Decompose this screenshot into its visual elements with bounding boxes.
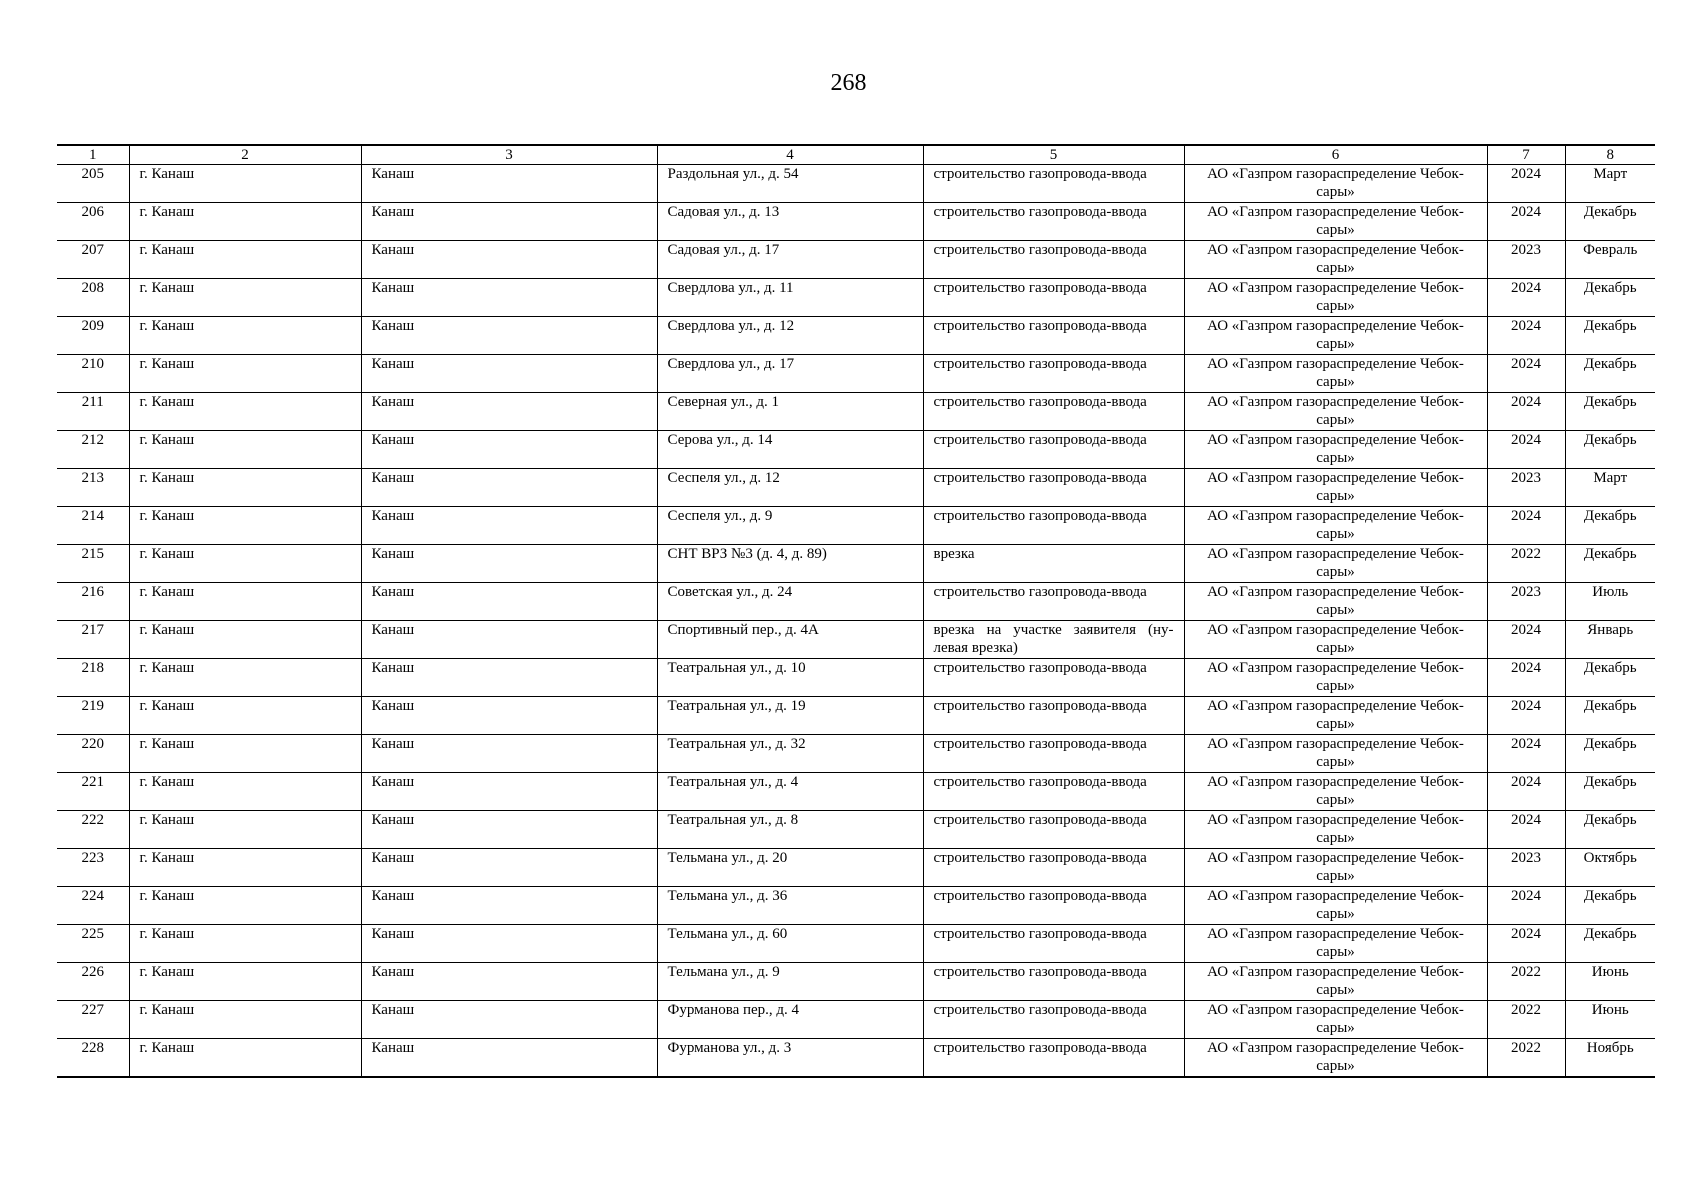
month-cell: Декабрь	[1565, 431, 1655, 469]
work-type-cell: строительство газопровода-ввода	[923, 1001, 1184, 1039]
year-cell: 2022	[1487, 545, 1565, 583]
month-cell: Декабрь	[1565, 773, 1655, 811]
address-cell: СНТ ВРЗ №3 (д. 4, д. 89)	[657, 545, 923, 583]
organization-cell: АО «Газпром газораспределение Чебок-сары»	[1184, 697, 1487, 735]
row-number-cell: 213	[57, 469, 129, 507]
row-number-cell: 220	[57, 735, 129, 773]
settlement-cell: Канаш	[361, 697, 657, 735]
column-header-8: 8	[1565, 145, 1655, 165]
municipality-cell: г. Канаш	[129, 469, 361, 507]
year-cell: 2024	[1487, 165, 1565, 203]
table-row	[57, 507, 1655, 545]
month-cell: Октябрь	[1565, 849, 1655, 887]
column-header-5: 5	[923, 145, 1184, 165]
settlement-cell: Канаш	[361, 165, 657, 203]
organization-cell: АО «Газпром газораспределение Чебок-сары»	[1184, 279, 1487, 317]
settlement-cell: Канаш	[361, 659, 657, 697]
address-cell: Серова ул., д. 14	[657, 431, 923, 469]
work-type-cell: строительство газопровода-ввода	[923, 963, 1184, 1001]
address-cell: Раздольная ул., д. 54	[657, 165, 923, 203]
organization-cell: АО «Газпром газораспределение Чебок-сары»	[1184, 811, 1487, 849]
month-cell: Март	[1565, 165, 1655, 203]
work-type-cell: строительство газопровода-ввода	[923, 165, 1184, 203]
settlement-cell: Канаш	[361, 469, 657, 507]
address-cell: Тельмана ул., д. 60	[657, 925, 923, 963]
table-row	[57, 355, 1655, 393]
work-type-cell: строительство газопровода-ввода	[923, 431, 1184, 469]
address-cell: Садовая ул., д. 17	[657, 241, 923, 279]
table-row	[57, 887, 1655, 925]
organization-cell: АО «Газпром газораспределение Чебок-сары»	[1184, 659, 1487, 697]
column-header-2: 2	[129, 145, 361, 165]
table-row	[57, 811, 1655, 849]
table-row	[57, 279, 1655, 317]
row-number-cell: 210	[57, 355, 129, 393]
row-number-cell: 216	[57, 583, 129, 621]
settlement-cell: Канаш	[361, 279, 657, 317]
year-cell: 2024	[1487, 697, 1565, 735]
row-number-cell: 222	[57, 811, 129, 849]
month-cell: Июнь	[1565, 963, 1655, 1001]
organization-cell: АО «Газпром газораспределение Чебок-сары»	[1184, 545, 1487, 583]
row-number-cell: 228	[57, 1039, 129, 1078]
year-cell: 2023	[1487, 849, 1565, 887]
address-cell: Садовая ул., д. 13	[657, 203, 923, 241]
year-cell: 2024	[1487, 773, 1565, 811]
month-cell: Декабрь	[1565, 659, 1655, 697]
year-cell: 2024	[1487, 317, 1565, 355]
year-cell: 2024	[1487, 735, 1565, 773]
column-header-7: 7	[1487, 145, 1565, 165]
year-cell: 2024	[1487, 925, 1565, 963]
settlement-cell: Канаш	[361, 963, 657, 1001]
settlement-cell: Канаш	[361, 583, 657, 621]
work-type-cell: строительство газопровода-ввода	[923, 469, 1184, 507]
organization-cell: АО «Газпром газораспределение Чебок-сары»	[1184, 887, 1487, 925]
table-row	[57, 621, 1655, 659]
organization-cell: АО «Газпром газораспределение Чебок-сары»	[1184, 393, 1487, 431]
row-number-cell: 221	[57, 773, 129, 811]
month-cell: Июль	[1565, 583, 1655, 621]
row-number-cell: 225	[57, 925, 129, 963]
address-cell: Тельмана ул., д. 36	[657, 887, 923, 925]
address-cell: Театральная ул., д. 10	[657, 659, 923, 697]
row-number-cell: 205	[57, 165, 129, 203]
work-type-cell: строительство газопровода-ввода	[923, 1039, 1184, 1078]
settlement-cell: Канаш	[361, 621, 657, 659]
row-number-cell: 206	[57, 203, 129, 241]
municipality-cell: г. Канаш	[129, 355, 361, 393]
organization-cell: АО «Газпром газораспределение Чебок-сары»	[1184, 469, 1487, 507]
work-type-cell: строительство газопровода-ввода	[923, 507, 1184, 545]
column-header-1: 1	[57, 145, 129, 165]
month-cell: Декабрь	[1565, 279, 1655, 317]
organization-cell: АО «Газпром газораспределение Чебок-сары»	[1184, 1039, 1487, 1078]
address-cell: Свердлова ул., д. 17	[657, 355, 923, 393]
year-cell: 2023	[1487, 469, 1565, 507]
municipality-cell: г. Канаш	[129, 659, 361, 697]
month-cell: Декабрь	[1565, 507, 1655, 545]
work-type-cell: строительство газопровода-ввода	[923, 279, 1184, 317]
address-cell: Тельмана ул., д. 9	[657, 963, 923, 1001]
work-type-cell: врезка на участке заявителя (ну-левая врезка)	[923, 621, 1184, 659]
address-cell: Фурманова пер., д. 4	[657, 1001, 923, 1039]
year-cell: 2024	[1487, 203, 1565, 241]
month-cell: Декабрь	[1565, 735, 1655, 773]
work-type-cell: строительство газопровода-ввода	[923, 317, 1184, 355]
work-type-cell: строительство газопровода-ввода	[923, 697, 1184, 735]
organization-cell: АО «Газпром газораспределение Чебок-сары»	[1184, 621, 1487, 659]
table-row	[57, 431, 1655, 469]
row-number-cell: 223	[57, 849, 129, 887]
table-row	[57, 393, 1655, 431]
address-cell: Фурманова ул., д. 3	[657, 1039, 923, 1078]
table-row	[57, 925, 1655, 963]
year-cell: 2024	[1487, 279, 1565, 317]
month-cell: Декабрь	[1565, 887, 1655, 925]
settlement-cell: Канаш	[361, 393, 657, 431]
row-number-cell: 211	[57, 393, 129, 431]
municipality-cell: г. Канаш	[129, 431, 361, 469]
organization-cell: АО «Газпром газораспределение Чебок-сары»	[1184, 317, 1487, 355]
year-cell: 2023	[1487, 583, 1565, 621]
municipality-cell: г. Канаш	[129, 849, 361, 887]
table-row	[57, 659, 1655, 697]
table-body	[57, 165, 1655, 1078]
municipality-cell: г. Канаш	[129, 735, 361, 773]
settlement-cell: Канаш	[361, 507, 657, 545]
organization-cell: АО «Газпром газораспределение Чебок-сары»	[1184, 583, 1487, 621]
month-cell: Декабрь	[1565, 925, 1655, 963]
settlement-cell: Канаш	[361, 317, 657, 355]
municipality-cell: г. Канаш	[129, 773, 361, 811]
address-cell: Сеспеля ул., д. 12	[657, 469, 923, 507]
address-cell: Свердлова ул., д. 11	[657, 279, 923, 317]
address-cell: Театральная ул., д. 19	[657, 697, 923, 735]
table-row	[57, 545, 1655, 583]
column-header-6: 6	[1184, 145, 1487, 165]
table-row	[57, 1039, 1655, 1078]
municipality-cell: г. Канаш	[129, 241, 361, 279]
settlement-cell: Канаш	[361, 773, 657, 811]
row-number-cell: 215	[57, 545, 129, 583]
row-number-cell: 218	[57, 659, 129, 697]
settlement-cell: Канаш	[361, 735, 657, 773]
settlement-cell: Канаш	[361, 431, 657, 469]
organization-cell: АО «Газпром газораспределение Чебок-сары»	[1184, 355, 1487, 393]
work-type-cell: строительство газопровода-ввода	[923, 773, 1184, 811]
data-table	[57, 144, 1655, 1078]
municipality-cell: г. Канаш	[129, 697, 361, 735]
municipality-cell: г. Канаш	[129, 279, 361, 317]
year-cell: 2024	[1487, 507, 1565, 545]
header-row	[57, 145, 1655, 165]
year-cell: 2024	[1487, 431, 1565, 469]
row-number-cell: 217	[57, 621, 129, 659]
work-type-cell: строительство газопровода-ввода	[923, 241, 1184, 279]
municipality-cell: г. Канаш	[129, 963, 361, 1001]
table-row	[57, 583, 1655, 621]
municipality-cell: г. Канаш	[129, 621, 361, 659]
row-number-cell: 224	[57, 887, 129, 925]
address-cell: Северная ул., д. 1	[657, 393, 923, 431]
column-header-3: 3	[361, 145, 657, 165]
table-row	[57, 1001, 1655, 1039]
table-row	[57, 203, 1655, 241]
organization-cell: АО «Газпром газораспределение Чебок-сары»	[1184, 735, 1487, 773]
municipality-cell: г. Канаш	[129, 887, 361, 925]
month-cell: Декабрь	[1565, 697, 1655, 735]
organization-cell: АО «Газпром газораспределение Чебок-сары»	[1184, 773, 1487, 811]
row-number-cell: 226	[57, 963, 129, 1001]
settlement-cell: Канаш	[361, 849, 657, 887]
year-cell: 2022	[1487, 963, 1565, 1001]
month-cell: Июнь	[1565, 1001, 1655, 1039]
organization-cell: АО «Газпром газораспределение Чебок-сары»	[1184, 849, 1487, 887]
address-cell: Театральная ул., д. 8	[657, 811, 923, 849]
settlement-cell: Канаш	[361, 1001, 657, 1039]
month-cell: Ноябрь	[1565, 1039, 1655, 1078]
year-cell: 2024	[1487, 887, 1565, 925]
organization-cell: АО «Газпром газораспределение Чебок-сары»	[1184, 963, 1487, 1001]
table-row	[57, 469, 1655, 507]
municipality-cell: г. Канаш	[129, 545, 361, 583]
month-cell: Декабрь	[1565, 545, 1655, 583]
table-row	[57, 241, 1655, 279]
organization-cell: АО «Газпром газораспределение Чебок-сары»	[1184, 241, 1487, 279]
row-number-cell: 209	[57, 317, 129, 355]
row-number-cell: 219	[57, 697, 129, 735]
organization-cell: АО «Газпром газораспределение Чебок-сары»	[1184, 203, 1487, 241]
organization-cell: АО «Газпром газораспределение Чебок-сары»	[1184, 1001, 1487, 1039]
month-cell: Февраль	[1565, 241, 1655, 279]
table-row	[57, 849, 1655, 887]
table-row	[57, 735, 1655, 773]
page-number: 268	[830, 70, 867, 96]
work-type-cell: строительство газопровода-ввода	[923, 849, 1184, 887]
year-cell: 2022	[1487, 1001, 1565, 1039]
row-number-cell: 212	[57, 431, 129, 469]
settlement-cell: Канаш	[361, 241, 657, 279]
table-row	[57, 773, 1655, 811]
year-cell: 2024	[1487, 393, 1565, 431]
address-cell: Театральная ул., д. 32	[657, 735, 923, 773]
settlement-cell: Канаш	[361, 203, 657, 241]
work-type-cell: врезка	[923, 545, 1184, 583]
municipality-cell: г. Канаш	[129, 583, 361, 621]
month-cell: Декабрь	[1565, 317, 1655, 355]
work-type-cell: строительство газопровода-ввода	[923, 203, 1184, 241]
settlement-cell: Канаш	[361, 1039, 657, 1078]
settlement-cell: Канаш	[361, 887, 657, 925]
month-cell: Декабрь	[1565, 203, 1655, 241]
municipality-cell: г. Канаш	[129, 1039, 361, 1078]
row-number-cell: 207	[57, 241, 129, 279]
year-cell: 2022	[1487, 1039, 1565, 1078]
address-cell: Сеспеля ул., д. 9	[657, 507, 923, 545]
settlement-cell: Канаш	[361, 925, 657, 963]
work-type-cell: строительство газопровода-ввода	[923, 925, 1184, 963]
address-cell: Тельмана ул., д. 20	[657, 849, 923, 887]
municipality-cell: г. Канаш	[129, 203, 361, 241]
row-number-cell: 227	[57, 1001, 129, 1039]
work-type-cell: строительство газопровода-ввода	[923, 735, 1184, 773]
year-cell: 2023	[1487, 241, 1565, 279]
settlement-cell: Канаш	[361, 355, 657, 393]
table-row	[57, 963, 1655, 1001]
address-cell: Свердлова ул., д. 12	[657, 317, 923, 355]
organization-cell: АО «Газпром газораспределение Чебок-сары»	[1184, 165, 1487, 203]
row-number-cell: 208	[57, 279, 129, 317]
work-type-cell: строительство газопровода-ввода	[923, 393, 1184, 431]
municipality-cell: г. Канаш	[129, 811, 361, 849]
work-type-cell: строительство газопровода-ввода	[923, 887, 1184, 925]
organization-cell: АО «Газпром газораспределение Чебок-сары»	[1184, 925, 1487, 963]
organization-cell: АО «Газпром газораспределение Чебок-сары»	[1184, 507, 1487, 545]
work-type-cell: строительство газопровода-ввода	[923, 355, 1184, 393]
municipality-cell: г. Канаш	[129, 393, 361, 431]
year-cell: 2024	[1487, 659, 1565, 697]
municipality-cell: г. Канаш	[129, 1001, 361, 1039]
month-cell: Декабрь	[1565, 355, 1655, 393]
month-cell: Декабрь	[1565, 393, 1655, 431]
work-type-cell: строительство газопровода-ввода	[923, 659, 1184, 697]
month-cell: Март	[1565, 469, 1655, 507]
settlement-cell: Канаш	[361, 811, 657, 849]
column-header-4: 4	[657, 145, 923, 165]
municipality-cell: г. Канаш	[129, 925, 361, 963]
table-row	[57, 165, 1655, 203]
year-cell: 2024	[1487, 621, 1565, 659]
year-cell: 2024	[1487, 811, 1565, 849]
municipality-cell: г. Канаш	[129, 507, 361, 545]
table-row	[57, 697, 1655, 735]
work-type-cell: строительство газопровода-ввода	[923, 811, 1184, 849]
organization-cell: АО «Газпром газораспределение Чебок-сары»	[1184, 431, 1487, 469]
year-cell: 2024	[1487, 355, 1565, 393]
municipality-cell: г. Канаш	[129, 317, 361, 355]
address-cell: Спортивный пер., д. 4А	[657, 621, 923, 659]
month-cell: Январь	[1565, 621, 1655, 659]
address-cell: Театральная ул., д. 4	[657, 773, 923, 811]
settlement-cell: Канаш	[361, 545, 657, 583]
work-type-cell: строительство газопровода-ввода	[923, 583, 1184, 621]
row-number-cell: 214	[57, 507, 129, 545]
municipality-cell: г. Канаш	[129, 165, 361, 203]
month-cell: Декабрь	[1565, 811, 1655, 849]
table-row	[57, 317, 1655, 355]
address-cell: Советская ул., д. 24	[657, 583, 923, 621]
